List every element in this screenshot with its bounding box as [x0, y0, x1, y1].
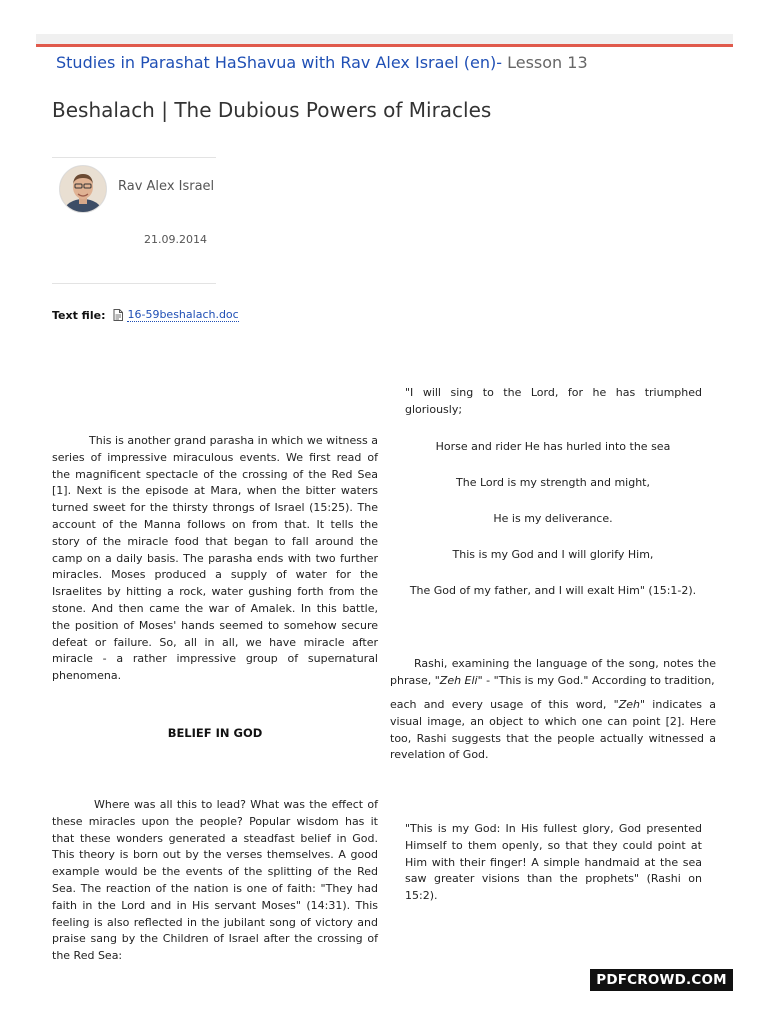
song-line: The God of my father, and I will exalt Him" (15:1-2).: [409, 584, 697, 597]
series-header: [56, 53, 588, 72]
zeh-eli-term: Zeh Eli: [439, 673, 478, 687]
avatar[interactable]: [59, 165, 107, 213]
divider-bottom: [52, 283, 216, 284]
document-icon: [113, 309, 123, 321]
rashi-text: " - "This is my God." According to tradition,: [477, 673, 715, 687]
intro-paragraph: This is another grand parasha in which we witness a series of impressive miraculous events. We first read of the magnificent spectacle of the crossing of the Red Sea [1]. Next is the episode at Mara, when the bitter waters turned sweet for the thirsty throngs of Israel (15:25). The account of the Manna follows on from that. It tells the story of the miracle food that began to fall around the camp on a daily basis. The parasha ends with two further miracles. Moses produced a supply of water for the Israelites by hitting a rock, water gushing forth from the stone. And then came the war of Amalek. In this battle, the position of Moses' hands seemed to somehow secure defeat or failure. So, all in all, we have miracle after miracle - a rather impressive group of supernatural phenomena.: [52, 434, 378, 683]
page-title: Beshalach | The Dubious Powers of Miracles: [52, 98, 492, 122]
text-file-link[interactable]: 16-59beshalach.doc: [127, 308, 239, 321]
song-line: The Lord is my strength and might,: [456, 476, 650, 489]
lesson-number: Lesson 13: [502, 53, 588, 72]
song-line: Horse and rider He has hurled into the sea: [435, 440, 671, 453]
rashi-paragraph-part2: [390, 697, 716, 764]
author-photo: [60, 166, 106, 212]
rashi-quote: "This is my God: In His fullest glory, God presented Himself to them openly, so that they could point at Him with their finger! A simple handmaid at the sea saw greater visions than the prophets" (Rashi on 15:2).: [405, 822, 702, 903]
rashi-text: each and every usage of this word, ": [390, 698, 619, 711]
text-file-row: [52, 308, 239, 322]
song-intro: "I will sing to the Lord, for he has triumphed gloriously;: [405, 386, 702, 416]
series-link[interactable]: Studies in Parashat HaShavua with Rav Alex Israel (en)-: [56, 53, 503, 72]
divider-top: [52, 157, 216, 158]
song-line: He is my deliverance.: [493, 512, 613, 525]
rashi-paragraph-part1: [390, 656, 716, 690]
rashi-text: " indicates a visual image, an object to which one can point [2]. Here too, Rashi suggests that the people actually witnessed a revelation of God.: [390, 698, 716, 762]
rashi-text: Rashi, examining the language of the song, notes the phrase, ": [390, 657, 716, 687]
zeh-term: Zeh: [618, 698, 640, 711]
belief-paragraph: Where was all this to lead? What was the effect of these miracles upon the people? Popular wisdom has it that these wonders generated a steadfast belief in God. This theory is born out by the verses themselves. A good example would be the events of the splitting of the Red Sea. The reaction of the nation is one of faith: "They had faith in the Lord and in His servant Moses" (14:31). This feeling is also reflected in the jubilant song of victory and praise sang by the Children of Israel after the crossing of the Red Sea:: [52, 798, 378, 963]
song-line: This is my God and I will glorify Him,: [452, 548, 654, 561]
section-heading: BELIEF IN GOD: [167, 726, 263, 740]
text-file-label: Text file:: [52, 308, 106, 322]
pdfcrowd-badge[interactable]: PDFCROWD.COM: [590, 969, 733, 991]
author-name[interactable]: Rav Alex Israel: [118, 179, 215, 194]
top-bar-background: [36, 34, 733, 44]
top-accent-bar: [36, 44, 733, 47]
publish-date: 21.09.2014: [144, 233, 207, 246]
